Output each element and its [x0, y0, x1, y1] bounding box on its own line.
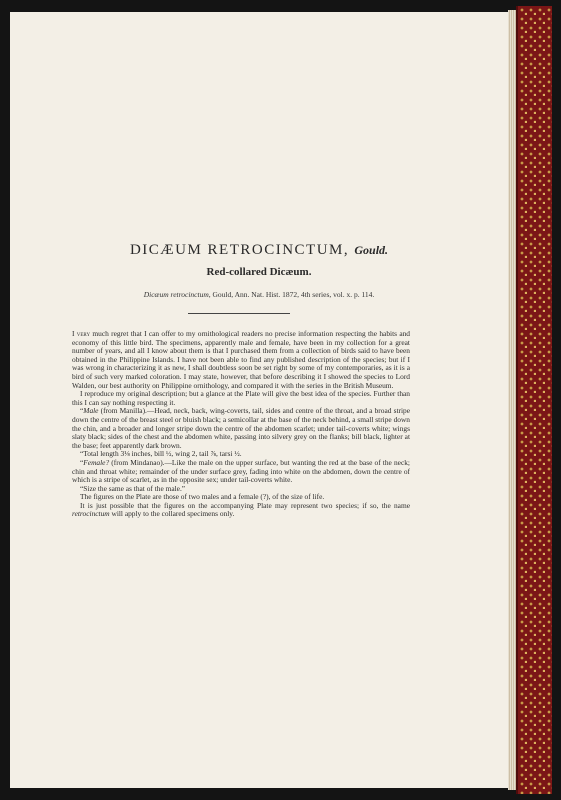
citation	[10, 290, 508, 299]
book-cover-edge	[516, 6, 552, 794]
paragraph: The figures on the Plate are those of two males and a female (?), of the size of life.	[80, 492, 325, 502]
body-text	[72, 330, 410, 519]
author-name: Gould.	[354, 243, 389, 257]
page-leaves	[508, 10, 516, 790]
paragraph: “Total length 3⅛ inches, bill ½, wing 2, tail ⅞, tarsi ½.	[80, 449, 242, 459]
common-name: Red-collared Dicæum.	[206, 266, 312, 278]
paragraph: I reproduce my original description; but a glance at the Plate will give the best idea of the species. Further than this I can say nothing respecting it.	[72, 389, 410, 407]
paragraph: It is just possible that the figures on the accompanying Plate may represent two species; if so, the name retrocinctum will apply to the collared specimens only.	[72, 500, 410, 519]
paragraph: “Male (from Manilla).—Head, neck, back, wing-coverts, tail, sides and centre of the throat, and a broad stripe down the centre of the breast steel or bluish black; a semicollar at the base of the neck behind, a small stripe down the chin, and a broader and longer stripe down the centre of the abdomen scarlet; under tail-coverts white; wings slaty black; sides of the chest and the abdomen white, passing into silvery grey on the flanks; bill black, lighter at the base; feet apparently dark brown.	[72, 406, 410, 450]
paragraph: “Size the same as that of the male.”	[80, 483, 186, 493]
book-page	[10, 12, 509, 788]
species-name: DICÆUM RETROCINCTUM,	[129, 242, 350, 258]
citation-source: Gould, Ann. Nat. Hist. 1872, 4th series, vol. x. p. 114.	[210, 290, 375, 299]
page-title	[10, 242, 508, 259]
divider-rule	[188, 313, 290, 314]
citation-name: Dicæum retrocinctum,	[143, 290, 211, 299]
paragraph: “Female? (from Mindanao).—Like the male on the upper surface, but wanting the red at the base of the neck; chin and throat white; remainder of the under surface grey, fading into white on the abdomen, down the centre of which is a stripe of scarlet, as in the opposite sex; under tail-coverts white.	[72, 457, 410, 485]
paragraph: I very much regret that I can offer to my ornithological readers no precise information respecting the habits and economy of this little bird. The specimens, apparently male and female, have been in my collection for a great number of years, and all I know about them is that I purchased them from a collection of birds said to have been obtained in the Philippine Islands. I have not been able to find any published description of the species; but if I was wrong in characterizing it as new, I shall doubtless soon be set right by some of my contemporaries, as it is a bird of such very marked coloration. I may state, however, that before describing it I showed the species to Lord Walden, our best authority on Philippine ornithology, and compared it with the series in the British Museum.	[72, 329, 410, 390]
